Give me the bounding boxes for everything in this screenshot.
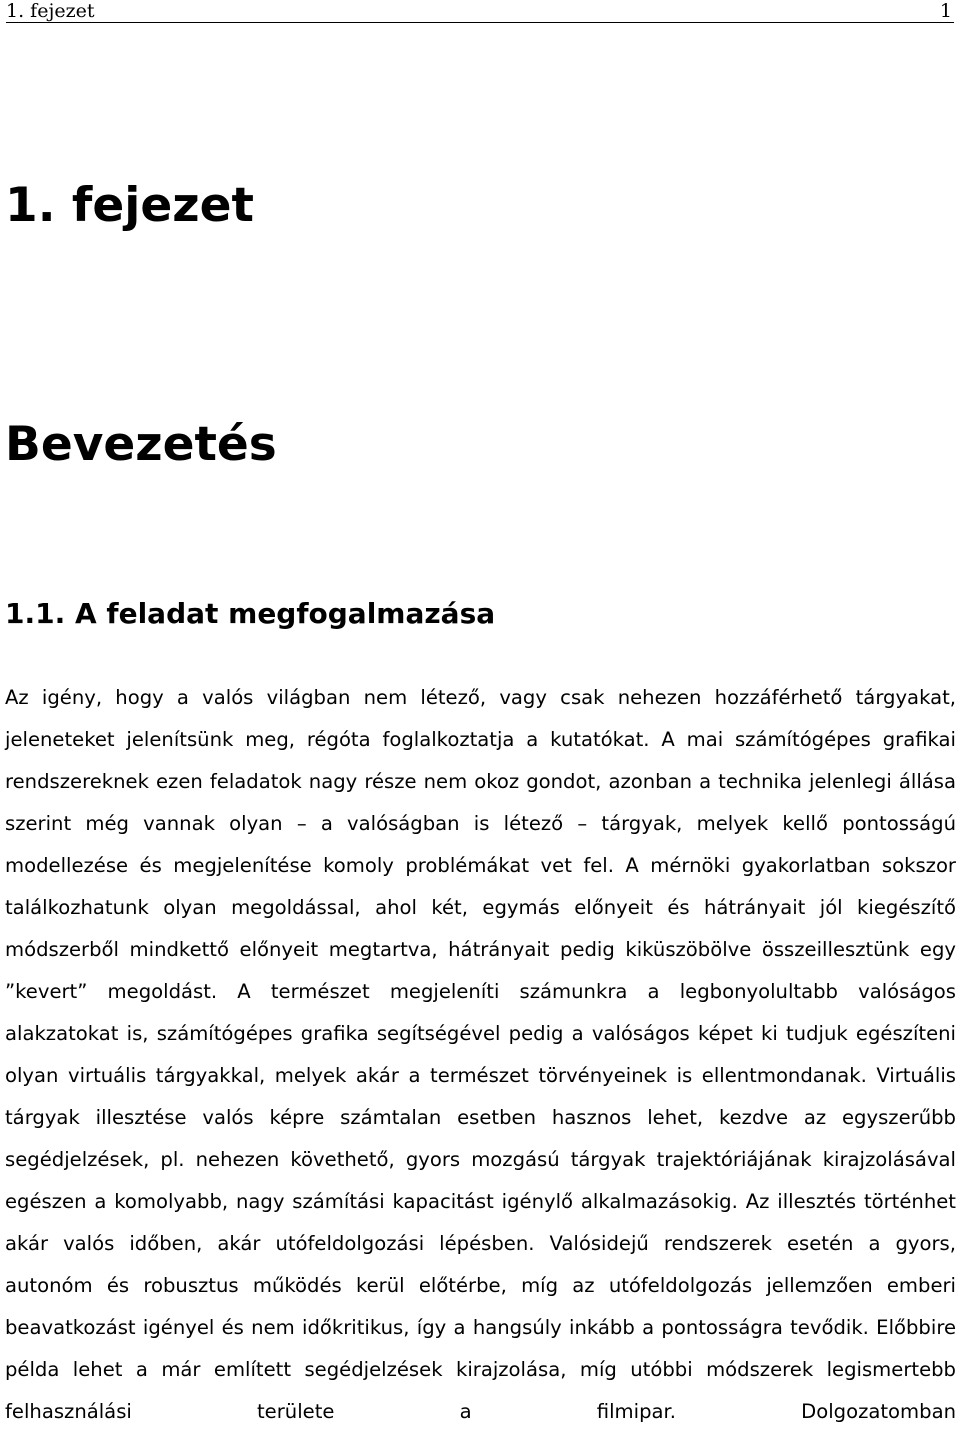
running-header-title: 1. fejezet <box>6 0 95 22</box>
section-title: 1.1. A feladat megfogalmazása <box>5 597 496 630</box>
running-header <box>6 0 954 23</box>
page-number: 1 <box>939 0 952 22</box>
body-paragraph: Az igény, hogy a valós világban nem létező, vagy csak nehezen hozzáférhető tárgyakat, jeleneteket jelenítsünk meg, régóta foglalkoztatja a kutatókat. A mai számítógépes grafikai rendszereknek ezen feladatok nagy része nem okoz gondot, azonban a technika jelenlegi állása szerint még vannak olyan – a valóságban is létező – tárgyak, melyek kellő pontosságú modellezése és megjelenítése komoly problémákat vet fel. A mérnöki gyakorlatban sokszor találkozhatunk olyan megoldással, ahol két, egymás előnyeit és hátrányait jól kiegészítő módszerből mindkettő előnyeit megtartva, hátrányait pedig kiküszöbölve összeillesztünk egy ”kevert” megoldást. A természet megjeleníti számunkra a legbonyolultabb valóságos alakzatokat is, számítógépes grafika segítségével pedig a valóságos képet ki tudjuk egészíteni olyan virtuális tárgyakkal, melyek akár a természet törvényeinek is ellentmondanak. Virtuális tárgyak illesztése valós képre számtalan esetben hasznos lehet, kezdve az egyszerűbb segédjelzések, pl. nehezen követhető, gyors mozgású tárgyak trajektóriájának kirajzolásával egészen a komolyabb, nagy számítási kapacitást igénylő alkalmazásokig. Az illesztés történhet akár valós időben, akár utófeldolgozási lépésben. Valósidejű rendszerek esetén a gyors, autonóm és robusztus működés kerül előtérbe, míg az utófeldolgozás jellemzően emberi beavatkozást igényel és nem időkritikus, így a hangsúly inkább a pontosságra tevődik. Előbbire példa lehet a már említett segédjelzések kirajzolása, míg utóbbi módszerek legismertebb felhasználási területe a filmipar. Dolgozatomban <box>5 686 956 1423</box>
chapter-title: Bevezetés <box>5 417 277 472</box>
chapter-number: 1. fejezet <box>5 178 254 233</box>
